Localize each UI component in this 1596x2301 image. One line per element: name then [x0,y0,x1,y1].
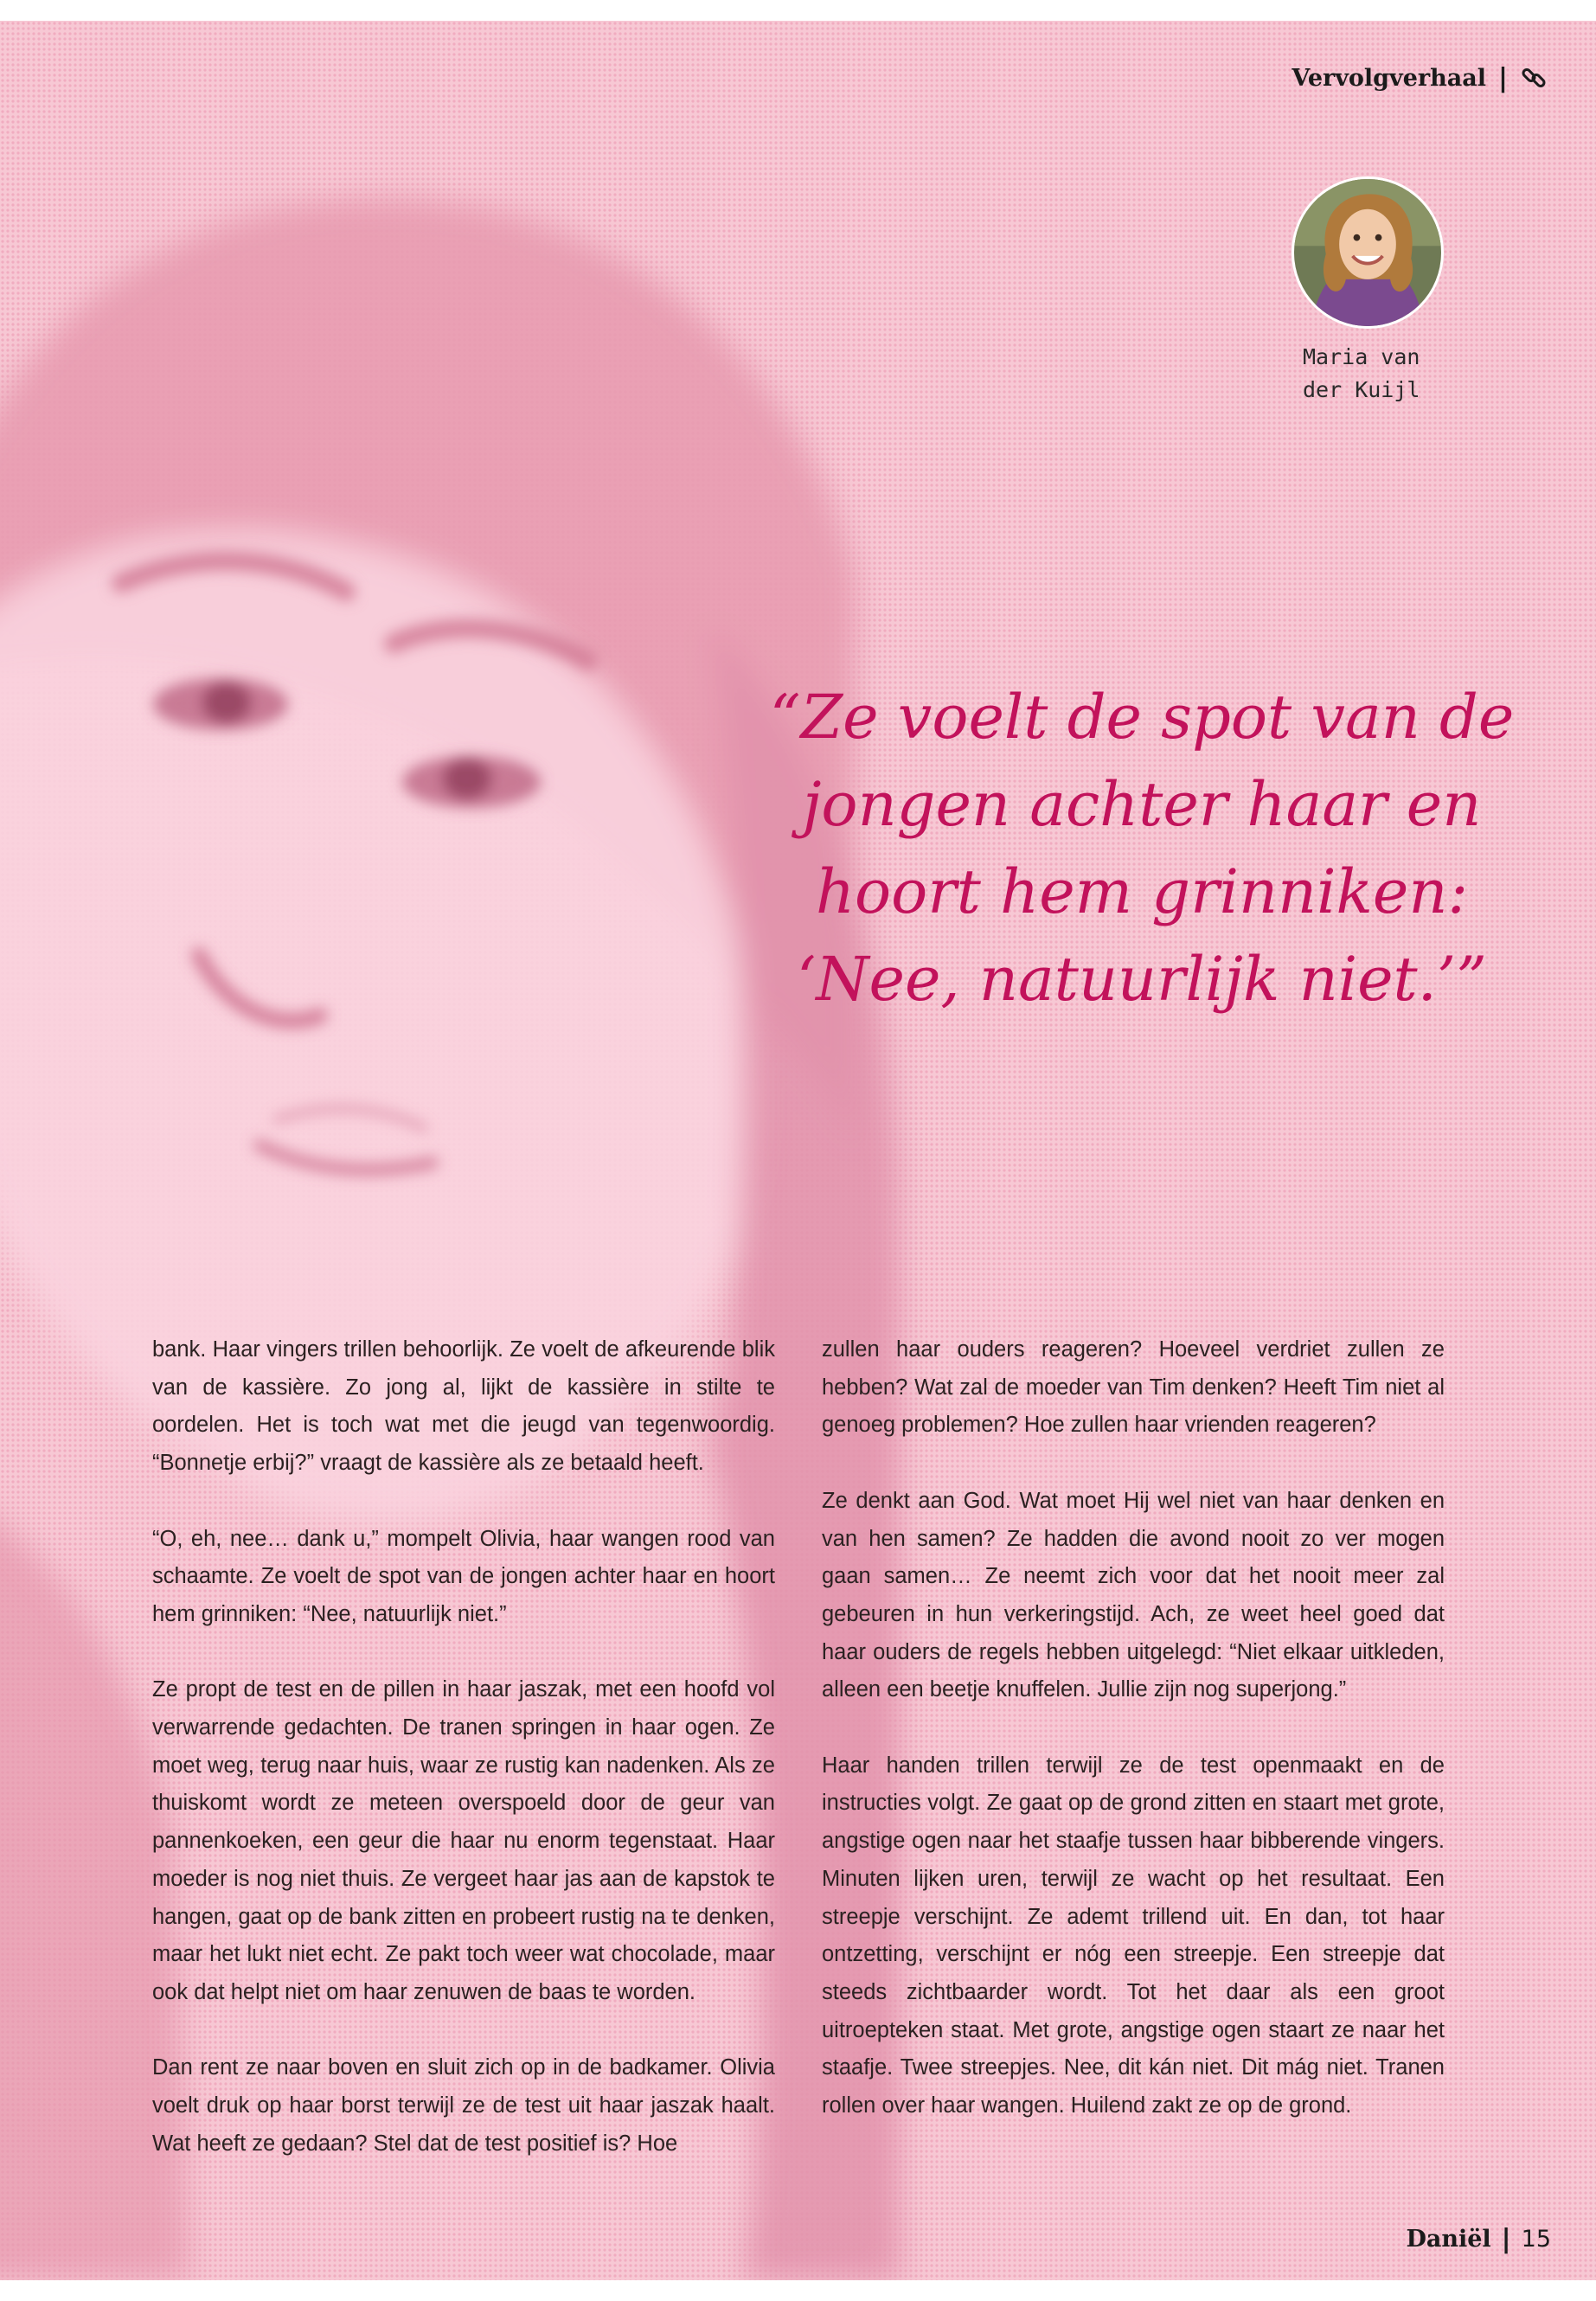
article-column-left [152,1331,775,2201]
link-icon [1520,64,1548,92]
footer-separator: | [1501,2223,1511,2254]
author-avatar [1292,176,1444,329]
author-name: Maria van der Kuijl [1303,344,1420,402]
article-column-right [822,1331,1445,2163]
paragraph: zullen haar ouders reageren? Hoeveel verdriet zullen ze hebben? Wat zal de moeder van Tim denken? Heeft Tim niet al genoeg problemen? Hoe zullen haar vrienden reageren? [822,1337,1445,1438]
paragraph: Haar handen trillen terwijl ze de test openmaakt en de instructies volgt. Ze gaat op de grond zitten en staart met grote, angstige ogen naar het staafje tussen haar bibberende vingers. Minuten lijken uren, terwijl ze wacht op het resultaat. Een streepje verschijnt. Ze ademt trillend uit. En dan, tot haar ontzetting, verschijnt er nóg een streepje. Een streepje dat steeds zichtbaarder wordt. Tot het daar als een groot uitroepteken staat. Met grote, angstige ogen staart ze naar het staafje. Twee streepjes. Nee, dit kán niet. Dit mág niet. Tranen rollen over haar wangen. Huilend zakt ze op de grond. [822,1753,1445,2118]
pull-quote: “Ze voelt de spot van de jongen achter haar en hoort hem grinniken: ‘Nee, natuurlijk niet.’” [769,682,1515,1015]
paragraph: bank. Haar vingers trillen behoorlijk. Ze voelt de afkeurende blik van de kassière. Zo jong al, lijkt de kassière in stilte te oordelen. Het is toch wat met die jeugd van tegenwoordig. “Bonnetje erbij?” vraagt de kassière als ze betaald heeft. [152,1337,775,1476]
page-footer [1406,2221,1551,2256]
magazine-page [0,21,1596,2280]
section-title: Vervolgverhaal [1292,64,1487,92]
header-separator: | [1498,62,1508,93]
page-number: 15 [1521,2225,1551,2253]
magazine-name: Daniël [1406,2225,1491,2253]
paragraph: “O, eh, nee… dank u,” mompelt Olivia, haar wangen rood van schaamte. Ze voelt de spot van de jongen achter haar en hoort hem grinniken: “Nee, natuurlijk niet.” [152,1526,775,1626]
section-header [1292,61,1548,95]
paragraph: Ze propt de test en de pillen in haar jaszak, met een hoofd vol verwarrende gedachten. De tranen springen in haar ogen. Ze moet weg, terug naar huis, waar ze rustig kan nadenken. Als ze thuiskomt wordt ze meteen overspoeld door de geur van pannenkoeken, een geur die haar nu enorm tegenstaat. Haar moeder is nog niet thuis. Ze vergeet haar jas aan de kapstok te hangen, gaat op de bank zitten en probeert rustig na te denken, maar het lukt niet echt. Ze pakt toch weer wat chocolade, maar ook dat helpt niet om haar zenuwen de baas te worden. [152,1677,775,2004]
paragraph: Dan rent ze naar boven en sluit zich op in de badkamer. Olivia voelt druk op haar borst terwijl ze de test uit haar jaszak haalt. Wat heeft ze gedaan? Stel dat de test positief is? Hoe [152,2055,775,2156]
paragraph: Ze denkt aan God. Wat moet Hij wel niet van haar denken en van hen samen? Ze hadden die avond nooit zo ver mogen gaan samen… Ze neemt zich voor dat het nooit meer zal gebeuren in hun verkeringstijd. Ach, ze weet heel goed dat haar ouders de regels hebben uitgelegd: “Niet elkaar uitkleden, alleen een beetje knuffelen. Jullie zijn nog superjong.” [822,1488,1445,1702]
